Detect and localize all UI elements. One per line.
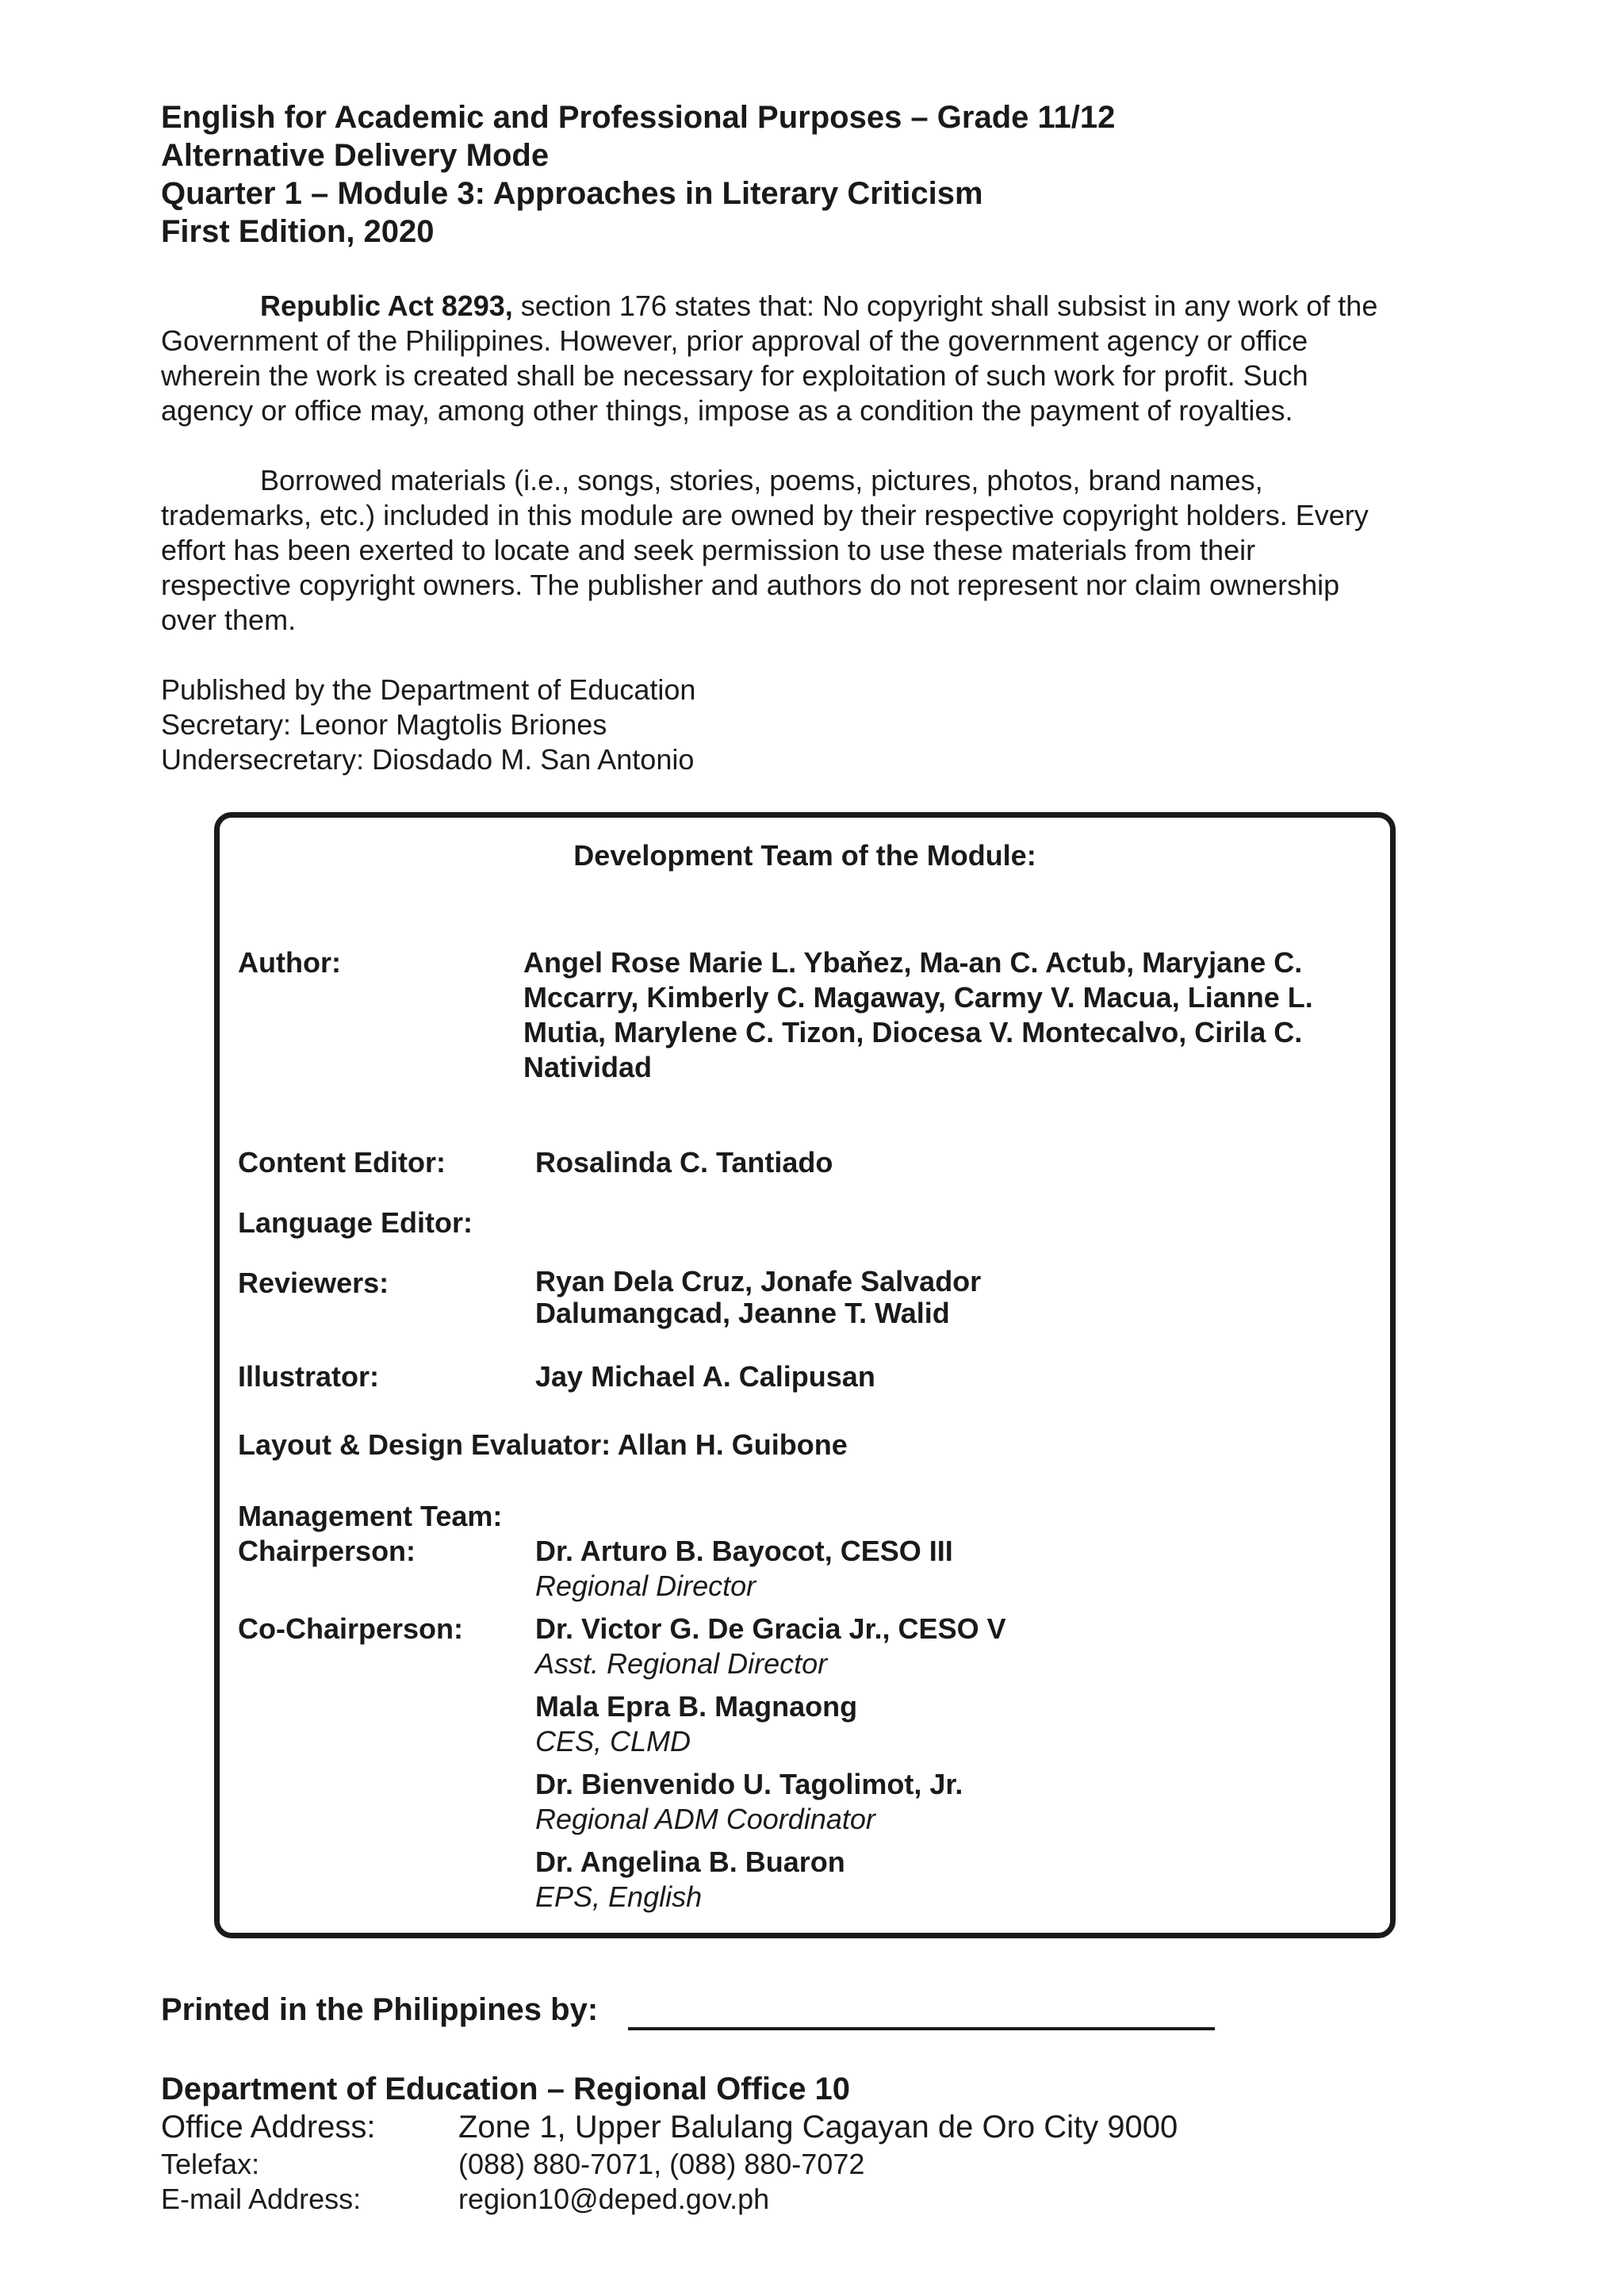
undersecretary: Undersecretary: Diosdado M. San Antonio	[161, 743, 695, 776]
language-editor-label: Language Editor:	[238, 1206, 473, 1239]
copyright-paragraph: Republic Act 8293, section 176 states that: No copyright shall subsist in any work of the Government of the Philippines. However, prior approval of the government agency or office wherein the work is created shall be necessary for exploitation of such work for profit. Such agency or office may, among other things, impose as a condition the payment of royalties.	[161, 289, 1378, 427]
member-name: Dr. Victor G. De Gracia Jr., CESO V	[535, 1612, 1006, 1645]
illustrator-label: Illustrator:	[238, 1360, 380, 1393]
printed-by-blank-line	[628, 2027, 1215, 2030]
chairperson-role: Regional Director	[535, 1570, 756, 1602]
telefax-label: Telefax:	[161, 2148, 260, 2180]
office-address-value: Zone 1, Upper Balulang Cagayan de Oro City 9000	[458, 2110, 1178, 2145]
reviewers-label: Reviewers:	[238, 1267, 389, 1299]
member-name: Dr. Bienvenido U. Tagolimot, Jr.	[535, 1768, 963, 1800]
secretary: Secretary: Leonor Magtolis Briones	[161, 708, 607, 741]
borrowed-materials-paragraph: Borrowed materials (i.e., songs, stories, poems, pictures, photos, brand names, trademarks, etc.) included in this module are owned by their respective copyright holders. Every effort has been exerted to locate and seek permission to use these materials from their respective copyright owners. The publisher and authors do not represent nor claim ownership over them.	[161, 464, 1369, 636]
published-by: Published by the Department of Education	[161, 673, 696, 706]
title-edition: First Edition, 2020	[161, 214, 435, 249]
printed-by-label: Printed in the Philippines by:	[161, 1992, 599, 2027]
chairperson-entry	[535, 1534, 953, 1604]
email-label: E-mail Address:	[161, 2183, 362, 2215]
management-team-label: Management Team:	[238, 1500, 503, 1532]
regional-office-heading: Department of Education – Regional Office 10	[161, 2072, 851, 2106]
member-role: CES, CLMD	[535, 1725, 691, 1757]
title-module: Quarter 1 – Module 3: Approaches in Literary Criticism	[161, 176, 983, 211]
member-role: Asst. Regional Director	[535, 1647, 828, 1680]
title-mode: Alternative Delivery Mode	[161, 138, 550, 173]
author-names: Angel Rose Marie L. Ybaňez, Ma-an C. Actub, Maryjane C. Mccarry, Kimberly C. Magaway, Carmy V. Macua, Lianne L. Mutia, Marylene C. Tizon, Diocesa V. Montecalvo, Cirila C. Natividad	[523, 946, 1313, 1083]
member-name: Mala Epra B. Magnaong	[535, 1690, 858, 1723]
illustrator-name: Jay Michael A. Calipusan	[535, 1360, 875, 1393]
member-role: Regional ADM Coordinator	[535, 1803, 875, 1835]
copyright-lead: Republic Act 8293,	[260, 289, 513, 322]
member-name: Dr. Angelina B. Buaron	[535, 1846, 845, 1878]
author-label: Author:	[238, 946, 341, 979]
chairperson-name: Dr. Arturo B. Bayocot, CESO III	[535, 1535, 953, 1567]
co-chairperson-label: Co-Chairperson:	[238, 1612, 464, 1645]
telefax-value: (088) 880-7071, (088) 880-7072	[458, 2148, 865, 2180]
document-title-block	[161, 98, 1115, 251]
office-address-label: Office Address:	[161, 2110, 376, 2145]
member-entry	[535, 1845, 845, 1915]
member-role: EPS, English	[535, 1880, 703, 1913]
co-chairperson-entry	[535, 1612, 1006, 1681]
member-entry	[535, 1767, 963, 1837]
team-heading: Development Team of the Module:	[573, 839, 1036, 872]
reviewers-names: Ryan Dela Cruz, Jonafe Salvador Dalumangcad, Jeanne T. Walid	[535, 1265, 982, 1329]
publisher-info	[161, 673, 695, 777]
title-subject: English for Academic and Professional Purposes – Grade 11/12	[161, 100, 1116, 135]
chairperson-label: Chairperson:	[238, 1535, 416, 1567]
content-editor-label: Content Editor:	[238, 1146, 446, 1179]
layout-evaluator: Layout & Design Evaluator: Allan H. Guibone	[238, 1428, 848, 1461]
member-entry	[535, 1689, 857, 1759]
content-editor-name: Rosalinda C. Tantiado	[535, 1146, 833, 1179]
email-value: region10@deped.gov.ph	[458, 2183, 770, 2215]
